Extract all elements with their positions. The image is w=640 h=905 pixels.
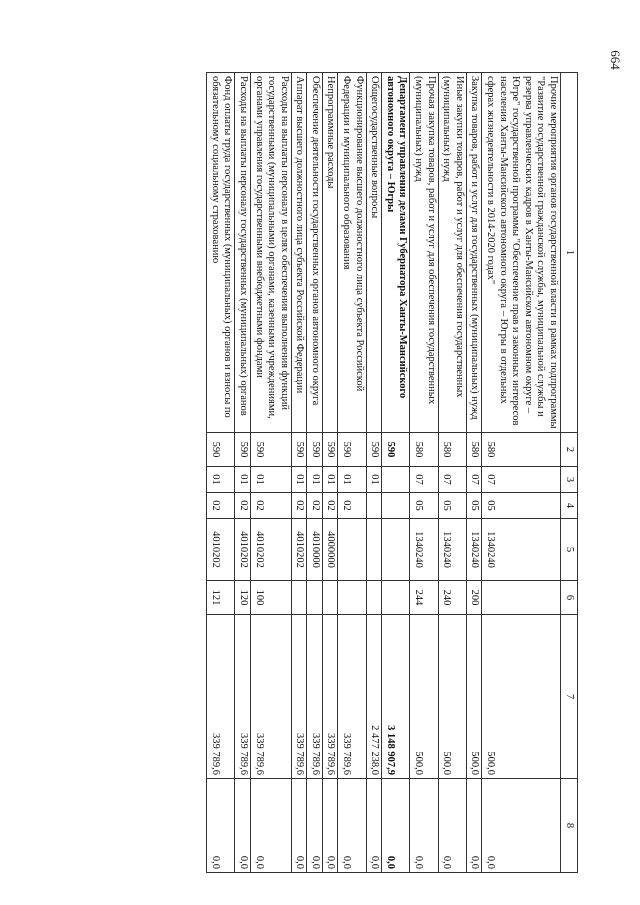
table-cell: 05 [466,493,482,519]
table-cell: 01 [291,467,307,493]
table-cell: Непрограммные расходы [322,73,338,433]
table-cell [322,581,338,615]
table-cell: 580 [438,433,466,467]
table-cell: 0,0 [307,779,323,873]
table-cell: 4010202 [207,519,235,581]
table-row [466,73,482,873]
table-cell: Обеспечение деятельности государственных органов автономного округа [307,73,323,433]
table-cell: 339 789,6 [307,615,323,779]
table-cell: 580 [410,433,438,467]
table-cell: 07 [482,467,561,493]
table-cell: Департамент управления делами Губернатора Ханты-Мансийского автономного округа – Югры [382,73,410,433]
table-cell: 02 [291,493,307,519]
table-cell: 1340240 [466,519,482,581]
page-number: 664 [608,50,623,70]
table-cell: 1340240 [438,519,466,581]
table-cell: 100 [250,581,291,615]
table-row [207,73,235,873]
table-cell: 1340240 [482,519,561,581]
table-row [366,73,382,873]
table-cell: 01 [207,467,235,493]
table-cell: 02 [307,493,323,519]
table-cell [366,493,382,519]
table-row [438,73,466,873]
table-cell: Аппарат высшего должностного лица субъекта Российской Федерации [291,73,307,433]
table-cell: 0,0 [466,779,482,873]
table-cell: 01 [235,467,251,493]
table-cell: 590 [382,433,410,467]
table-cell: 240 [438,581,466,615]
header-cell: 4 [561,493,578,519]
table-cell [366,581,382,615]
table-cell: 0,0 [410,779,438,873]
table-cell: 580 [466,433,482,467]
table-cell: 4000000 [322,519,338,581]
table-cell: 500,0 [466,615,482,779]
table-cell: 07 [466,467,482,493]
table-cell: 0,0 [482,779,561,873]
table-cell: Расходы на выплаты персоналу государственных (муниципальных) органов [235,73,251,433]
table-cell: 01 [322,467,338,493]
table-cell: 339 789,6 [338,615,366,779]
table-cell: 590 [338,433,366,467]
table-cell: 02 [250,493,291,519]
table-cell: 01 [307,467,323,493]
table-cell: 339 789,6 [291,615,307,779]
table-cell: 4010202 [235,519,251,581]
table-cell [366,519,382,581]
table-cell: 05 [410,493,438,519]
table-cell: Иные закупки товаров, работ и услуг для обеспечения государственных (муниципальных) нужд [438,73,466,433]
table-cell: 200 [466,581,482,615]
table-cell: 02 [338,493,366,519]
table-cell: 01 [338,467,366,493]
table-cell: 0,0 [250,779,291,873]
table-cell: 590 [322,433,338,467]
table-cell [338,581,366,615]
table-cell: 01 [366,467,382,493]
table-row [250,73,291,873]
table-cell [482,581,561,615]
header-row [561,73,578,873]
table-cell: 590 [235,433,251,467]
table-cell: 07 [438,467,466,493]
table-cell: 02 [322,493,338,519]
header-cell: 1 [561,73,578,433]
table-cell: 02 [207,493,235,519]
table-cell: 121 [207,581,235,615]
table-row [338,73,366,873]
table-cell: 500,0 [438,615,466,779]
table-row [235,73,251,873]
table-cell [307,581,323,615]
table-row [322,73,338,873]
table-cell: Функционирование высшего должностного лица субъекта Российской Федерации и муниципального образования [338,73,366,433]
header-cell: 6 [561,581,578,615]
table-cell: 500,0 [482,615,561,779]
table-cell: 07 [410,467,438,493]
table-cell: 590 [207,433,235,467]
header-cell: 3 [561,467,578,493]
table-cell: 500,0 [410,615,438,779]
table-row [410,73,438,873]
table-cell: Прочая закупка товаров, работ и услуг для обеспечения государственных (муниципальных) нужд [410,73,438,433]
table-cell: 0,0 [338,779,366,873]
table-cell [382,467,410,493]
table-cell: 339 789,6 [322,615,338,779]
table-cell: Закупка товаров, работ и услуг для государственных (муниципальных) нужд [466,73,482,433]
table-cell: Фонд оплаты труда государственных (муниципальных) органов и взносы по обязательному социальному страхованию [207,73,235,433]
rotated-table-container [78,72,578,872]
table-cell [291,581,307,615]
table-cell: 4010202 [291,519,307,581]
header-cell: 2 [561,433,578,467]
table-cell: 244 [410,581,438,615]
table-cell: 2 477 238,0 [366,615,382,779]
table-cell: 580 [482,433,561,467]
budget-table [206,72,578,873]
table-cell: 339 789,6 [235,615,251,779]
table-cell: 02 [235,493,251,519]
table-cell: 05 [482,493,561,519]
table-cell [382,493,410,519]
table-cell: 339 789,6 [207,615,235,779]
table-cell: Прочие мероприятия органов государственной власти в рамках подпрограммы "Развитие государственной гражданской службы, муниципальной службы и резерва управленческих кадров в Ханты-Мансийском автономном округе – Югре" государственной программы "Обеспечение прав и законных интересов населения Ханты-Мансийского автономного округа – Югры в отдельных сферах жизнедеятельности в 2014-2020 годах" [482,73,561,433]
table-cell: 01 [250,467,291,493]
header-cell: 7 [561,615,578,779]
table-cell [382,581,410,615]
table-cell: 120 [235,581,251,615]
table-cell: 0,0 [207,779,235,873]
table-cell: 590 [307,433,323,467]
table-cell: 590 [291,433,307,467]
table-cell [382,519,410,581]
table-cell: 4010202 [250,519,291,581]
table-cell: 590 [250,433,291,467]
table-cell: 0,0 [235,779,251,873]
table-cell [338,519,366,581]
table-cell: 4010000 [307,519,323,581]
table-cell: 05 [438,493,466,519]
header-cell: 8 [561,779,578,873]
table-cell: 0,0 [291,779,307,873]
table-row [482,73,561,873]
table-row [291,73,307,873]
table-cell: Расходы на выплаты персоналу в целях обеспечения выполнения функций государственными (муниципальными) органами, казенными учреждениями, органами управления государственными внебюджетными фондами [250,73,291,433]
table-cell: 590 [366,433,382,467]
header-cell: 5 [561,519,578,581]
table-cell: 3 148 907,9 [382,615,410,779]
table-cell: 339 789,6 [250,615,291,779]
table-cell: 0,0 [366,779,382,873]
table-cell: 0,0 [322,779,338,873]
table-cell: 0,0 [438,779,466,873]
table-row [382,73,410,873]
table-cell: Общегосударственные вопросы [366,73,382,433]
table-row [307,73,323,873]
table-cell: 0,0 [382,779,410,873]
table-cell: 1340240 [410,519,438,581]
